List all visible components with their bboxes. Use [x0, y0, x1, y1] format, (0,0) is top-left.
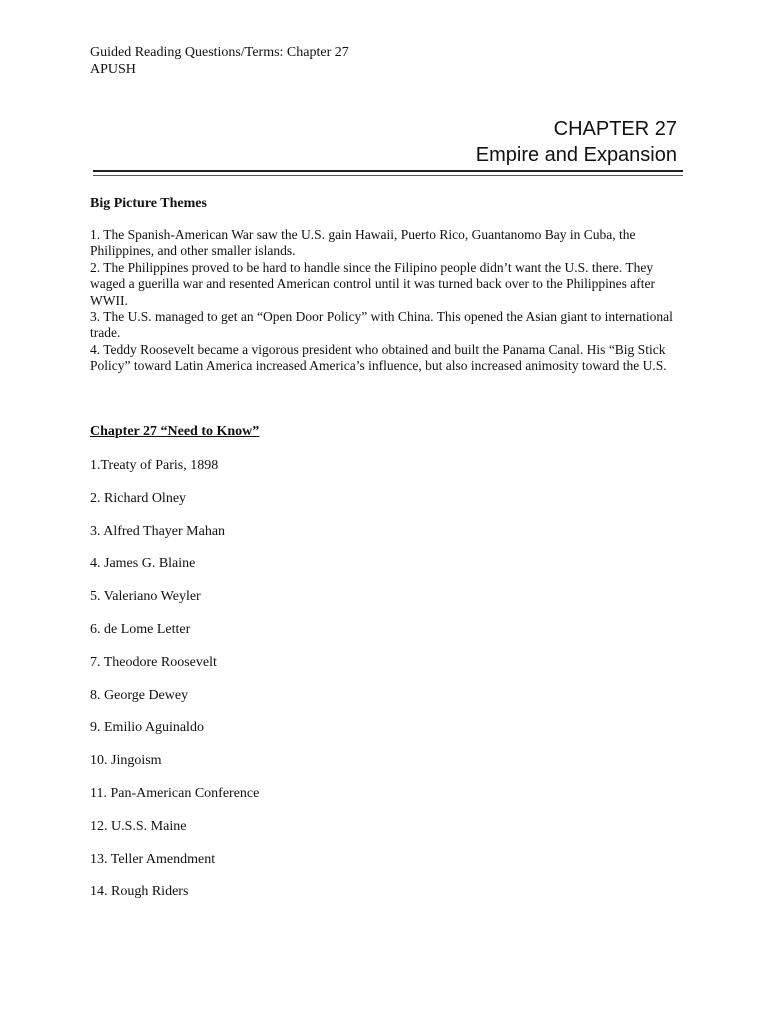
term-item: 10. Jingoism [90, 753, 162, 769]
term-item: 5. Valeriano Weyler [90, 589, 201, 605]
term-item: 6. de Lome Letter [90, 621, 191, 637]
header-class-line: APUSH [90, 62, 136, 77]
theme-item: 4. Teddy Roosevelt became a vigorous president who obtained and built the Panama Canal. His “Big Stick Policy” toward Latin America increased America’s influence, but also increased animosity toward the U.S. [90, 341, 667, 374]
header-course-line: Guided Reading Questions/Terms: Chapter 27 [90, 45, 349, 60]
chapter-heading [476, 116, 677, 168]
term-item: 13. Teller Amendment [90, 851, 216, 867]
need-to-know-terms [90, 456, 259, 915]
term-item: 4. James G. Blaine [90, 556, 196, 572]
term-item: 8. George Dewey [90, 687, 189, 703]
need-to-know-heading: Chapter 27 “Need to Know” [90, 424, 260, 439]
theme-item: 1. The Spanish-American War saw the U.S. gain Hawaii, Puerto Rico, Guantanomo Bay in Cuba, the Philippines, and other smaller islands. [90, 227, 636, 259]
term-item: 7. Theodore Roosevelt [90, 654, 217, 670]
heading-divider-thick [93, 170, 683, 172]
term-item: 11. Pan-American Conference [90, 785, 260, 801]
term-item: 9. Emilio Aguinaldo [90, 720, 204, 736]
big-picture-themes [90, 227, 675, 375]
big-picture-heading: Big Picture Themes [90, 196, 207, 211]
chapter-number: CHAPTER 27 [553, 118, 677, 140]
term-item: 1.Treaty of Paris, 1898 [90, 458, 219, 473]
theme-item: 2. The Philippines proved to be hard to handle since the Filipino people didn’t want the U.S. there. They waged a guerilla war and resented American control until it was turned back over to the Philippines after WWII. [90, 259, 655, 308]
chapter-title: Empire and Expansion [475, 144, 677, 166]
document-header [90, 44, 349, 78]
term-item: 14. Rough Riders [90, 884, 189, 900]
term-item: 2. Richard Olney [90, 490, 187, 506]
heading-divider-thin [93, 175, 683, 176]
term-item: 12. U.S.S. Maine [90, 818, 187, 834]
theme-item: 3. The U.S. managed to get an “Open Door Policy” with China. This opened the Asian giant to international trade. [90, 309, 673, 341]
term-item: 3. Alfred Thayer Mahan [90, 523, 226, 539]
